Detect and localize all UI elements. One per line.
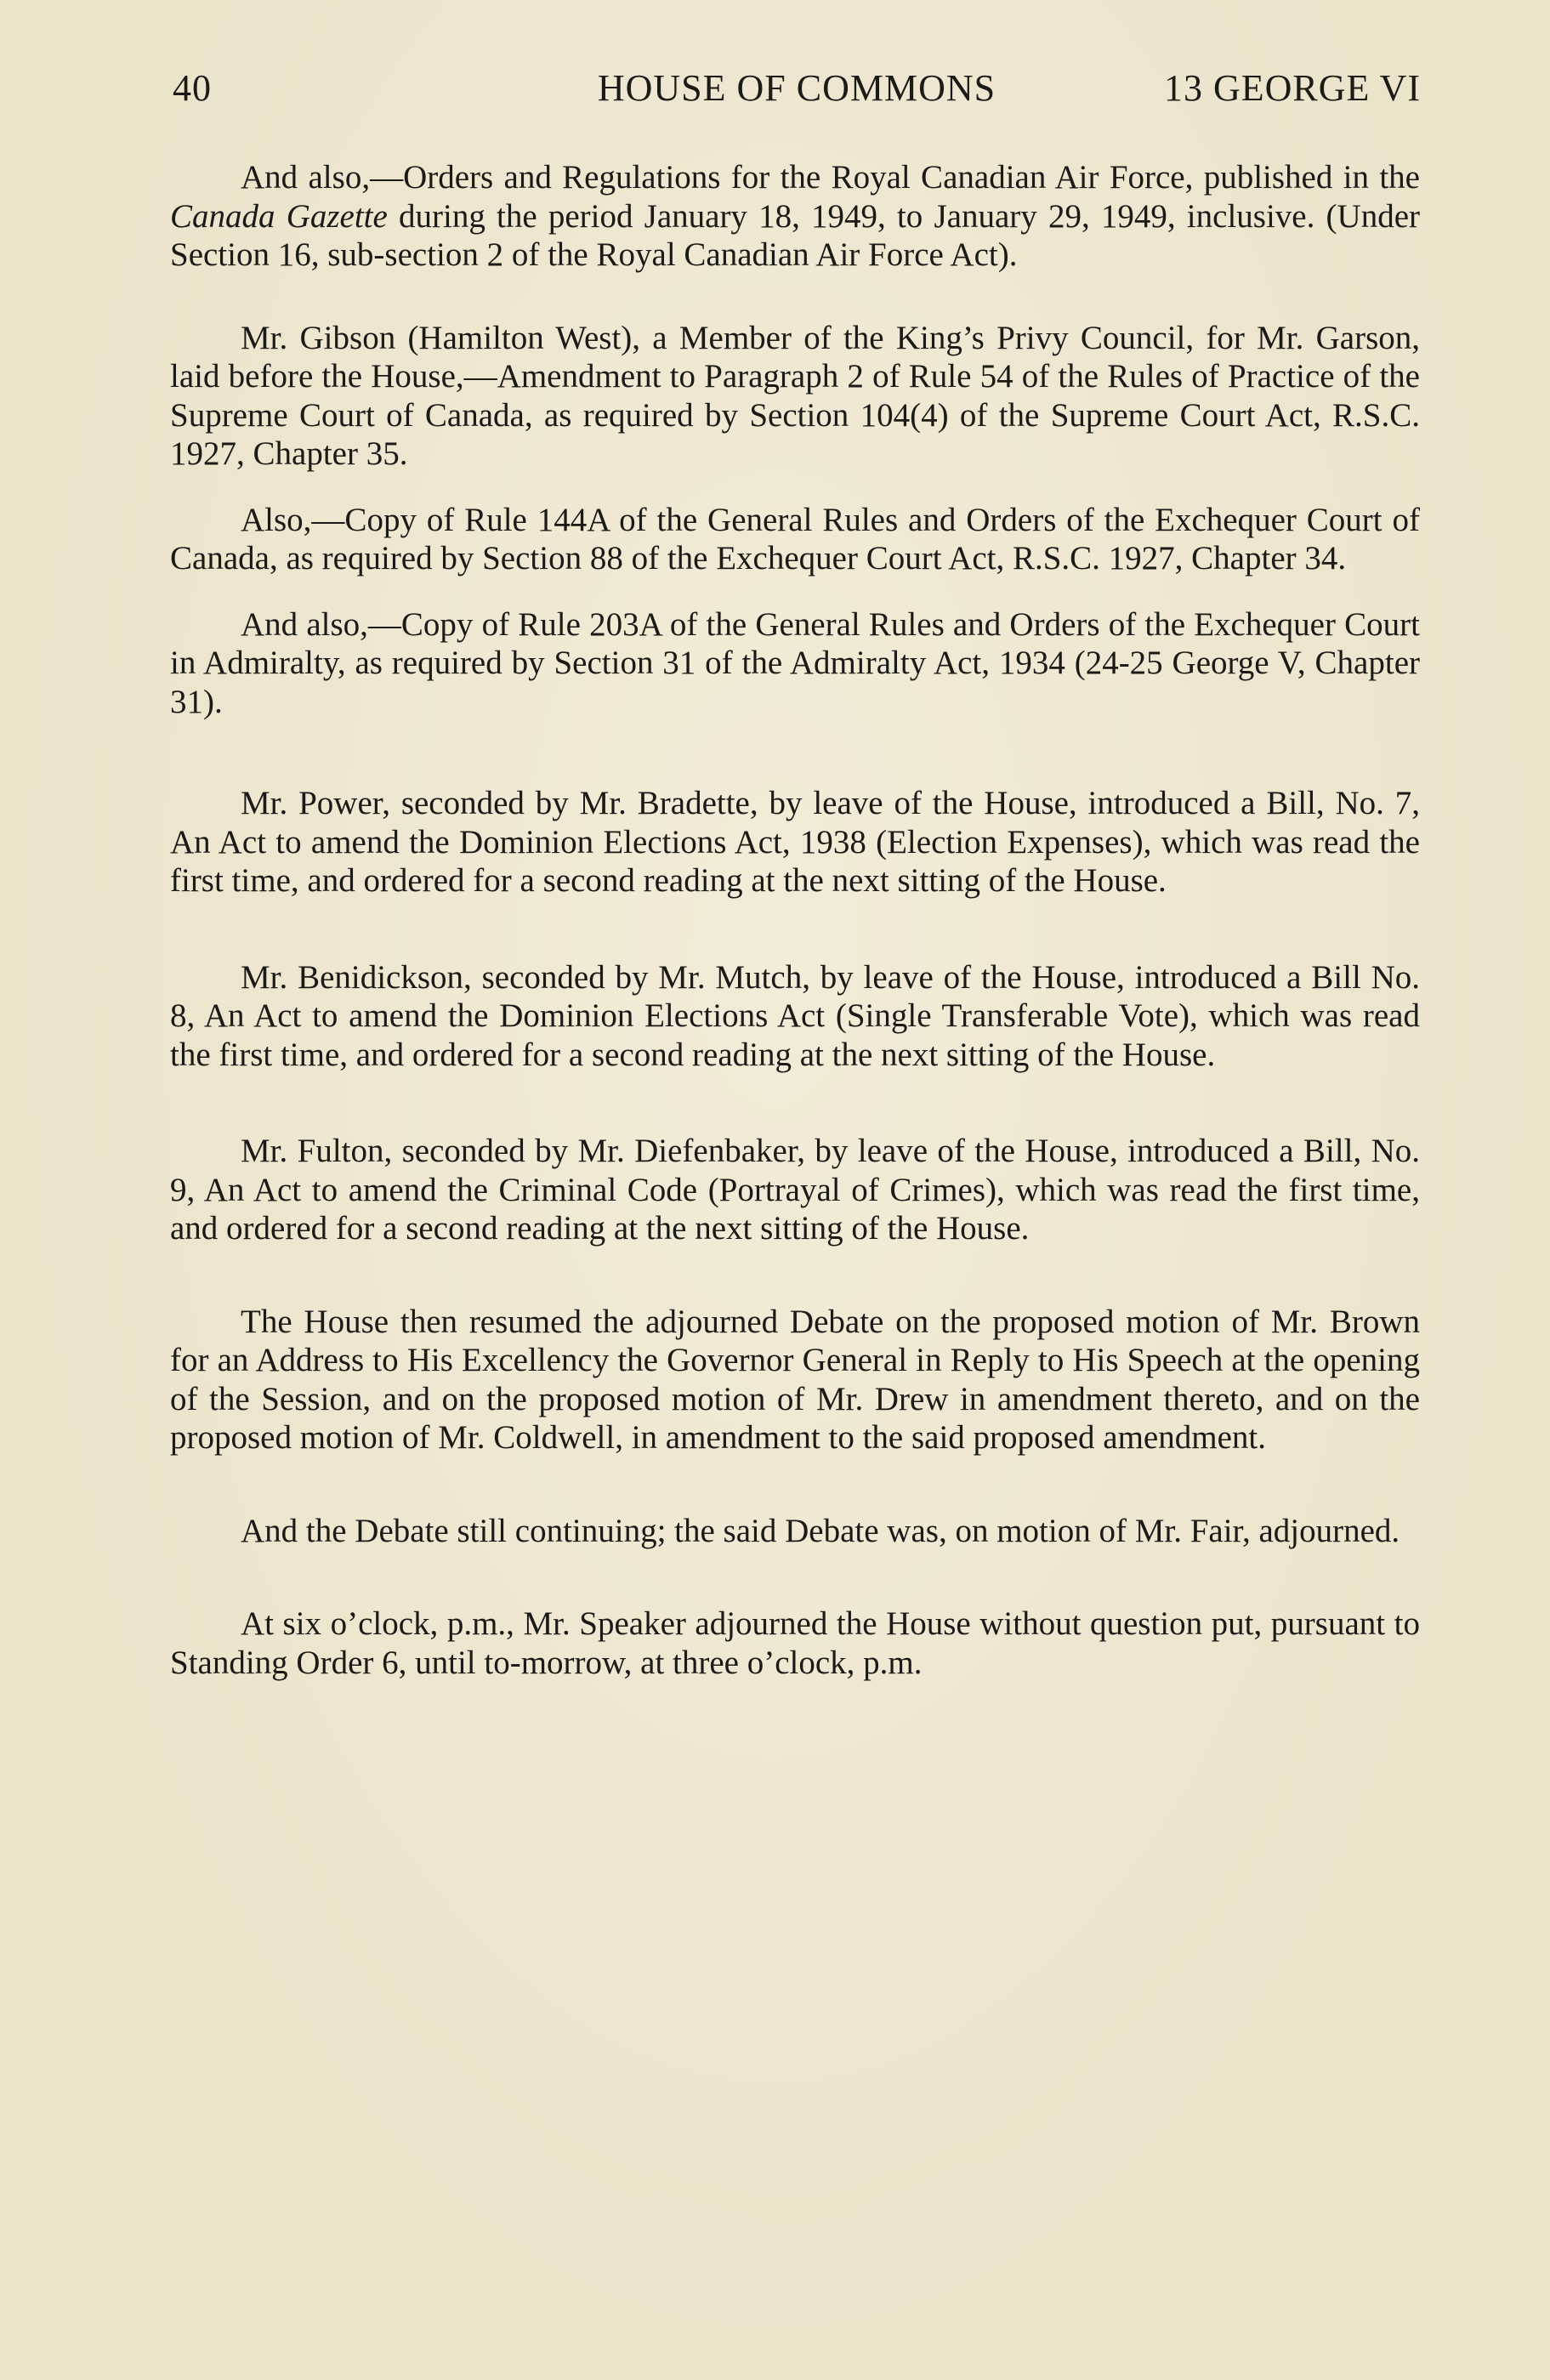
- gazette-title: Canada Gazette: [170, 197, 388, 235]
- page-header: [173, 66, 1421, 117]
- paragraph-orders-regulations: [170, 158, 1420, 275]
- paragraph-bill-7: Mr. Power, seconded by Mr. Bradette, by leave of the House, introduced a Bill, No. 7, An Act to amend the Dominion Elections Act, 1938 (Election Expenses), which was read the first time, and ordered for a second reading at the next sitting of the House.: [170, 785, 1420, 899]
- regnal-year: 13 GEORGE VI: [1163, 67, 1421, 109]
- paragraph-adjourned-debate: The House then resumed the adjourned Debate on the proposed motion of Mr. Brown for an Address to His Excellency the Governor General in Reply to His Speech at the opening of the Session, and on the proposed motion of Mr. Drew in amendment thereto, and on the proposed motion of Mr. Coldwell, in amendment to the said proposed amendment.: [170, 1303, 1420, 1456]
- paragraph-text: And also,—Orders and Regulations for the Royal Canadian Air Force, published in the: [241, 159, 1420, 196]
- page-title: HOUSE OF COMMONS: [597, 67, 996, 109]
- paragraph-rule-203a: And also,—Copy of Rule 203A of the General Rules and Orders of the Exchequer Court in Admiralty, as required by Section 31 of the Admiralty Act, 1934 (24-25 George V, Chapter 31).: [170, 605, 1420, 720]
- paragraph-bill-9: Mr. Fulton, seconded by Mr. Diefenbaker, by leave of the House, introduced a Bill, No. 9, An Act to amend the Criminal Code (Portrayal of Crimes), which was read the first time, and ordered for a second reading at the next sitting of the House.: [170, 1133, 1420, 1247]
- paragraph-adjournment: At six o’clock, p.m., Mr. Speaker adjourned the House without question put, pursuant to Standing Order 6, until to-morrow, at three o’clock, p.m.: [170, 1605, 1420, 1681]
- paragraph-debate-continuing: And the Debate still continuing; the said Debate was, on motion of Mr. Fair, adjourned.: [241, 1512, 1400, 1549]
- page-body: [170, 158, 1420, 1682]
- paragraph-bill-8: Mr. Benidickson, seconded by Mr. Mutch, by leave of the House, introduced a Bill No. 8, An Act to amend the Dominion Elections Act (Single Transferable Vote), which was read the first time, and ordered for a second reading at the next sitting of the House.: [170, 958, 1420, 1073]
- paragraph-rule-144a: Also,—Copy of Rule 144A of the General Rules and Orders of the Exchequer Court of Canada, as required by Section 88 of the Exchequer Court Act, R.S.C. 1927, Chapter 34.: [170, 501, 1420, 577]
- paragraph-text: during the period January 18, 1949, to January 29, 1949, inclusive. (Under Section 16, sub-section 2 of the Royal Canadian Air Force Act).: [170, 197, 1420, 273]
- paragraph-gibson: Mr. Gibson (Hamilton West), a Member of the King’s Privy Council, for Mr. Garson, laid before the House,—Amendment to Paragraph 2 of Rule 54 of the Rules of Practice of the Supreme Court of Canada, as required by Section 104(4) of the Supreme Court Act, R.S.C. 1927, Chapter 35.: [170, 319, 1420, 472]
- page-number: 40: [173, 67, 212, 109]
